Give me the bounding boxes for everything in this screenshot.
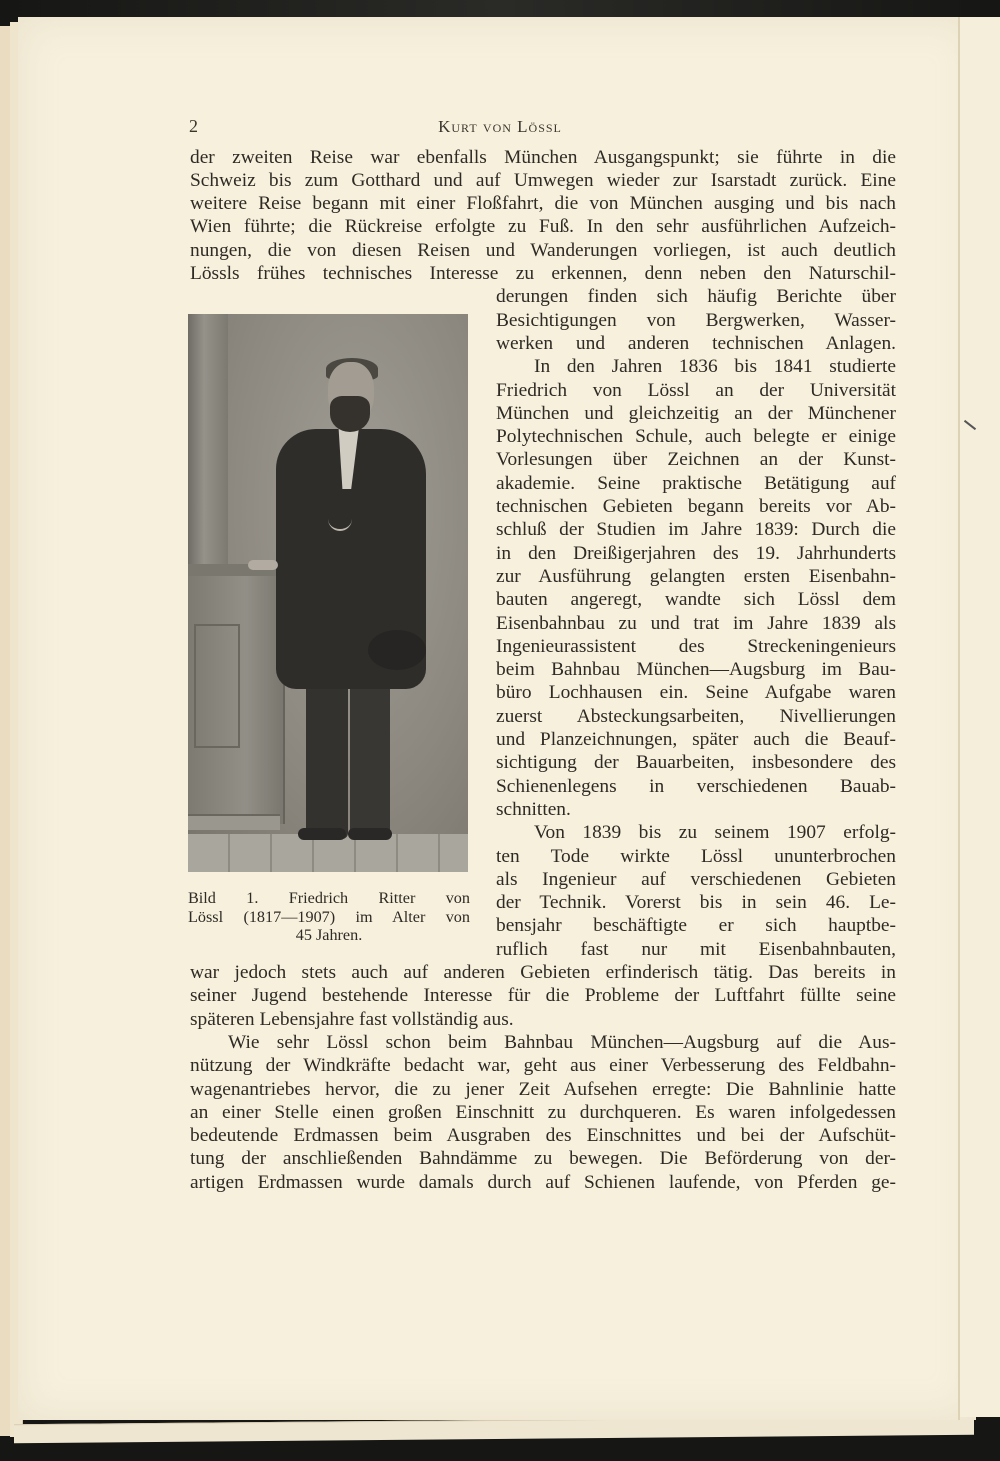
body-text-line: schnitten.: [496, 798, 571, 820]
body-text-line: ruflich fast nur mit Eisenbahnbauten,: [496, 938, 896, 960]
body-text-line: war jedoch stets auch auf anderen Gebieten erfinderisch tätig. Das bereits in: [190, 962, 896, 983]
caption-line: 45 Jahren.: [295, 926, 363, 944]
photo-hat: [368, 630, 426, 670]
caption-line: Lössl (1817—1907) im Alter von: [188, 907, 470, 926]
body-text-line: Eisenbahnbau zu und trat im Jahre 1839 als: [496, 612, 896, 634]
body-text-line: technischen Gebieten begann bereits vor Ab-: [496, 496, 896, 517]
body-text-line: an einer Stelle einen großen Einschnitt zu durchqueren. Es waren infolgedessen: [190, 1101, 896, 1123]
body-text-line: Vorlesungen über Zeichnen an der Kunst-: [496, 449, 896, 471]
body-text-line: Ingenieurassistent des Streckeningenieurs: [496, 635, 896, 657]
body-text-line: Lössls frühes technisches Interesse zu erkennen, denn neben den Naturschil-: [190, 263, 896, 284]
adjacent-page-edge: [960, 17, 1000, 1417]
body-text-line: zuerst Absteckungsarbeiten, Nivellierungen: [496, 705, 896, 727]
body-text-line: späteren Lebensjahre fast vollständig aus.: [190, 1008, 514, 1030]
body-text-line: beim Bahnbau München—Augsburg im Bau-: [496, 659, 896, 681]
body-text-line: Besichtigungen von Bergwerken, Wasser-: [496, 309, 896, 331]
running-head: Kurt von Lössl: [438, 117, 562, 136]
photo-beard: [330, 396, 370, 432]
body-text-line: schluß der Studien im Jahre 1839: Durch die: [496, 519, 896, 541]
body-text-line: bauten angeregt, wandte sich Lössl dem: [496, 589, 896, 611]
body-text-line: Wien führte; die Rückreise erfolgte zu Fuß. In den sehr ausführlichen Aufzeich-: [190, 216, 896, 238]
body-text-line: Schienenlegens in verschiedenen Bauab-: [496, 775, 896, 797]
body-text-line: wagenantriebes hervor, die zu jener Zeit Aufsehen erregte: Die Bahnlinie hatte: [190, 1078, 896, 1100]
body-text-line: In den Jahren 1836 bis 1841 studierte: [534, 356, 896, 378]
body-text-line: Wie sehr Lössl schon beim Bahnbau München—Augsburg auf die Aus-: [228, 1031, 896, 1053]
body-text-line: in den Dreißigerjahren des 19. Jahrhunderts: [496, 542, 896, 564]
body-text-line: bensjahr beschäftigte er sich hauptbe-: [496, 915, 896, 937]
body-text-line: und Planzeichnungen, später auch die Beauf-: [496, 729, 896, 750]
body-text-line: als Ingenieur auf verschiedenen Gebieten: [496, 868, 896, 890]
body-text-line: werken und anderen technischen Anlagen.: [496, 332, 896, 354]
body-text-line: derungen finden sich häufig Berichte über: [496, 286, 896, 308]
body-text-line: ten Tode wirkte Lössl ununterbrochen: [496, 845, 896, 867]
body-text-line: der Technik. Vorerst bis in sein 46. Le-: [496, 892, 896, 914]
page-number: 2: [189, 116, 198, 136]
body-text-line: büro Lochhausen ein. Seine Aufgabe waren: [496, 682, 896, 704]
body-text-line: bedeutende Erdmassen beim Ausgraben des Einschnittes und bei der Aufschüt-: [190, 1125, 896, 1147]
caption-line: Bild 1. Friedrich Ritter von: [188, 889, 470, 907]
body-text-line: Polytechnischen Schule, auch belegte er einige: [496, 426, 896, 448]
body-text-line: artigen Erdmassen wurde damals durch auf Schienen laufende, von Pferden ge-: [190, 1171, 896, 1193]
portrait-photograph: [188, 314, 468, 872]
body-text-line: weitere Reise begann mit einer Floßfahrt, die von München ausging und bis nach: [190, 193, 896, 215]
body-text-line: zur Ausführung gelangten ersten Eisenbahn-: [496, 565, 896, 587]
body-text-line: seiner Jugend bestehende Interesse für die Probleme der Luftfahrt füllte seine: [190, 985, 896, 1007]
photo-pedestal-base: [188, 814, 280, 830]
photo-shoe-right: [348, 828, 392, 840]
figure-caption: [188, 889, 470, 945]
body-text-line: tung der anschließenden Bahndämme zu bewegen. Die Beförderung von der-: [190, 1148, 896, 1170]
body-text-line: nungen, die von diesen Reisen und Wanderungen vorliegen, ist auch deutlich: [190, 239, 896, 261]
photo-leg-right: [350, 674, 390, 839]
body-text-line: sichtigung der Bauarbeiten, insbesondere des: [496, 752, 896, 774]
body-text-line: München und gleichzeitig an der Münchener: [496, 402, 896, 424]
photo-pedestal-panel: [194, 624, 240, 748]
body-text-line: der zweiten Reise war ebenfalls München Ausgangspunkt; sie führte in die: [190, 146, 896, 168]
photo-leg-left: [306, 674, 348, 839]
body-text-line: Friedrich von Lössl an der Universität: [496, 379, 896, 401]
photo-hand: [248, 560, 278, 570]
photo-shoe-left: [298, 828, 346, 840]
body-text-line: Schweiz bis zum Gotthard und auf Umwegen wieder zur Isarstadt zurück. Eine: [190, 169, 896, 191]
body-text-line: akademie. Seine praktische Betätigung auf: [496, 472, 896, 494]
body-text-line: nützung der Windkräfte bedacht war, geht aus einer Verbesserung des Feldbahn-: [190, 1055, 896, 1077]
body-text-line: Von 1839 bis zu seinem 1907 erfolg-: [534, 822, 896, 844]
